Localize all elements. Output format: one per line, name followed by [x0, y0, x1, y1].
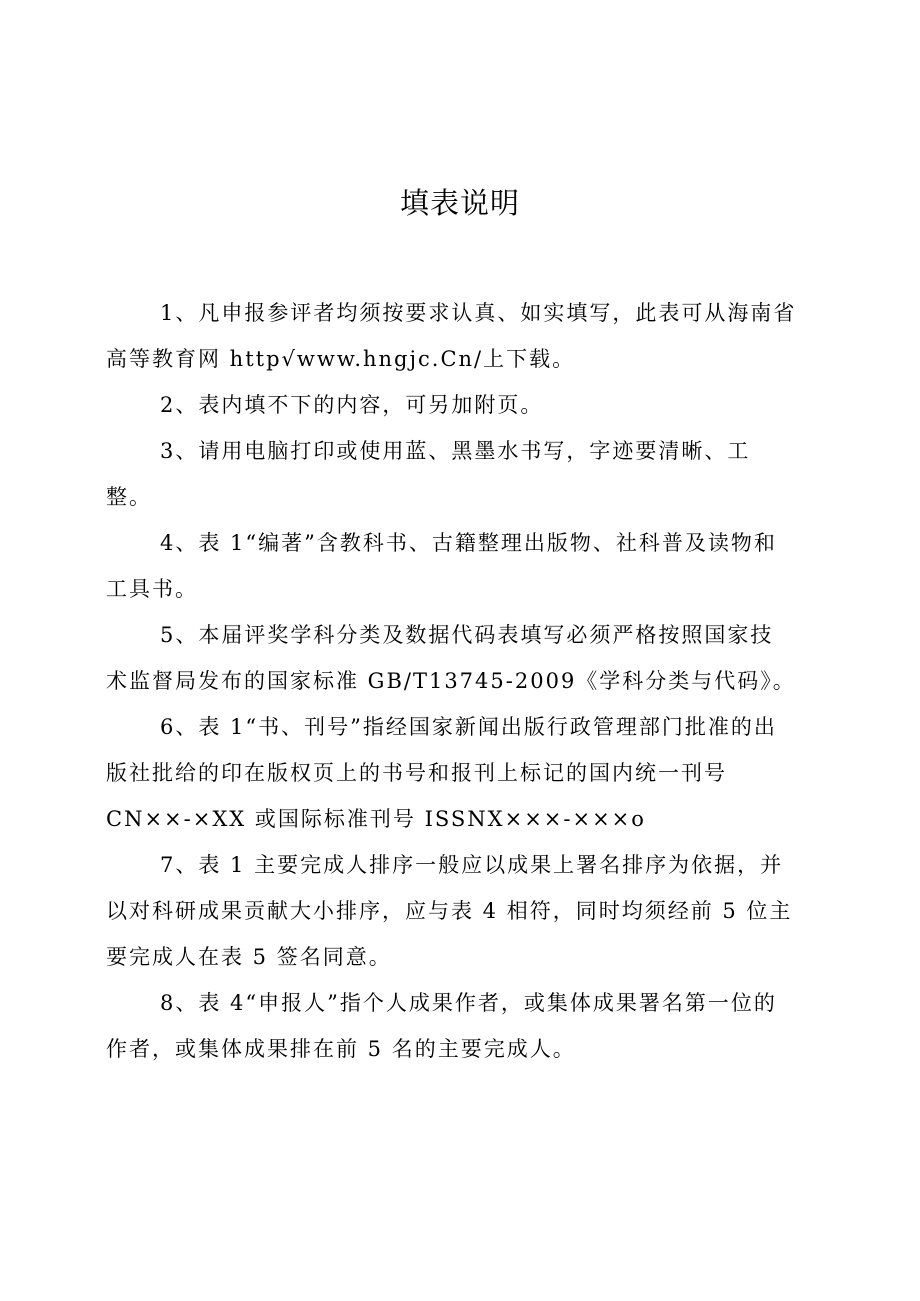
instruction-line: 1、凡申报参评者均须按要求认真、如实填写，此表可从海南省 — [160, 301, 797, 325]
instruction-line: CN××-×XX 或国际标准刊号 ISSNX×××-×××o — [106, 807, 646, 831]
instruction-item-7 — [106, 842, 834, 980]
instruction-line: 4、表 1“编著”含教科书、古籍整理出版物、社科普及读物和 — [160, 531, 777, 555]
instruction-line: 8、表 4“申报人”指个人成果作者，或集体成果署名第一位的 — [160, 991, 777, 1015]
instruction-item-8 — [106, 980, 834, 1072]
instruction-line: 5、本届评奖学科分类及数据代码表填写必须严格按照国家技 — [160, 623, 774, 647]
instruction-line: 术监督局发布的国家标准 GB/T13745-2009《学科分类与代码》。 — [106, 669, 796, 693]
instruction-line: 整。 — [106, 485, 152, 509]
instruction-item-2 — [106, 382, 834, 428]
instruction-line: 6、表 1“书、刊号”指经国家新闻出版行政管理部门批准的出 — [160, 715, 777, 739]
instruction-item-6 — [106, 704, 834, 842]
instruction-line: 作者，或集体成果排在前 5 名的主要完成人。 — [106, 1037, 576, 1061]
instructions-body — [106, 290, 834, 1072]
instruction-line: 工具书。 — [106, 577, 198, 601]
instruction-line: 要完成人在表 5 签名同意。 — [106, 945, 392, 969]
instruction-item-3 — [106, 428, 834, 520]
instruction-line: 版社批给的印在版权页上的书号和报刊上标记的国内统一刊号 — [106, 761, 727, 785]
instruction-line: 3、请用电脑打印或使用蓝、黑墨水书写，字迹要清晰、工 — [160, 439, 751, 463]
instruction-line: 高等教育网 http√www.hngjc.Cn/上下载。 — [106, 347, 576, 371]
instruction-item-5 — [106, 612, 834, 704]
instruction-line: 2、表内填不下的内容，可另加附页。 — [160, 393, 544, 417]
instruction-item-4 — [106, 520, 834, 612]
instruction-item-1 — [106, 290, 834, 382]
instruction-line: 以对科研成果贡献大小排序，应与表 4 相符，同时均须经前 5 位主 — [106, 899, 793, 923]
instruction-line: 7、表 1 主要完成人排序一般应以成果上署名排序为依据，并 — [160, 853, 784, 877]
page-title: 填表说明 — [399, 186, 520, 220]
